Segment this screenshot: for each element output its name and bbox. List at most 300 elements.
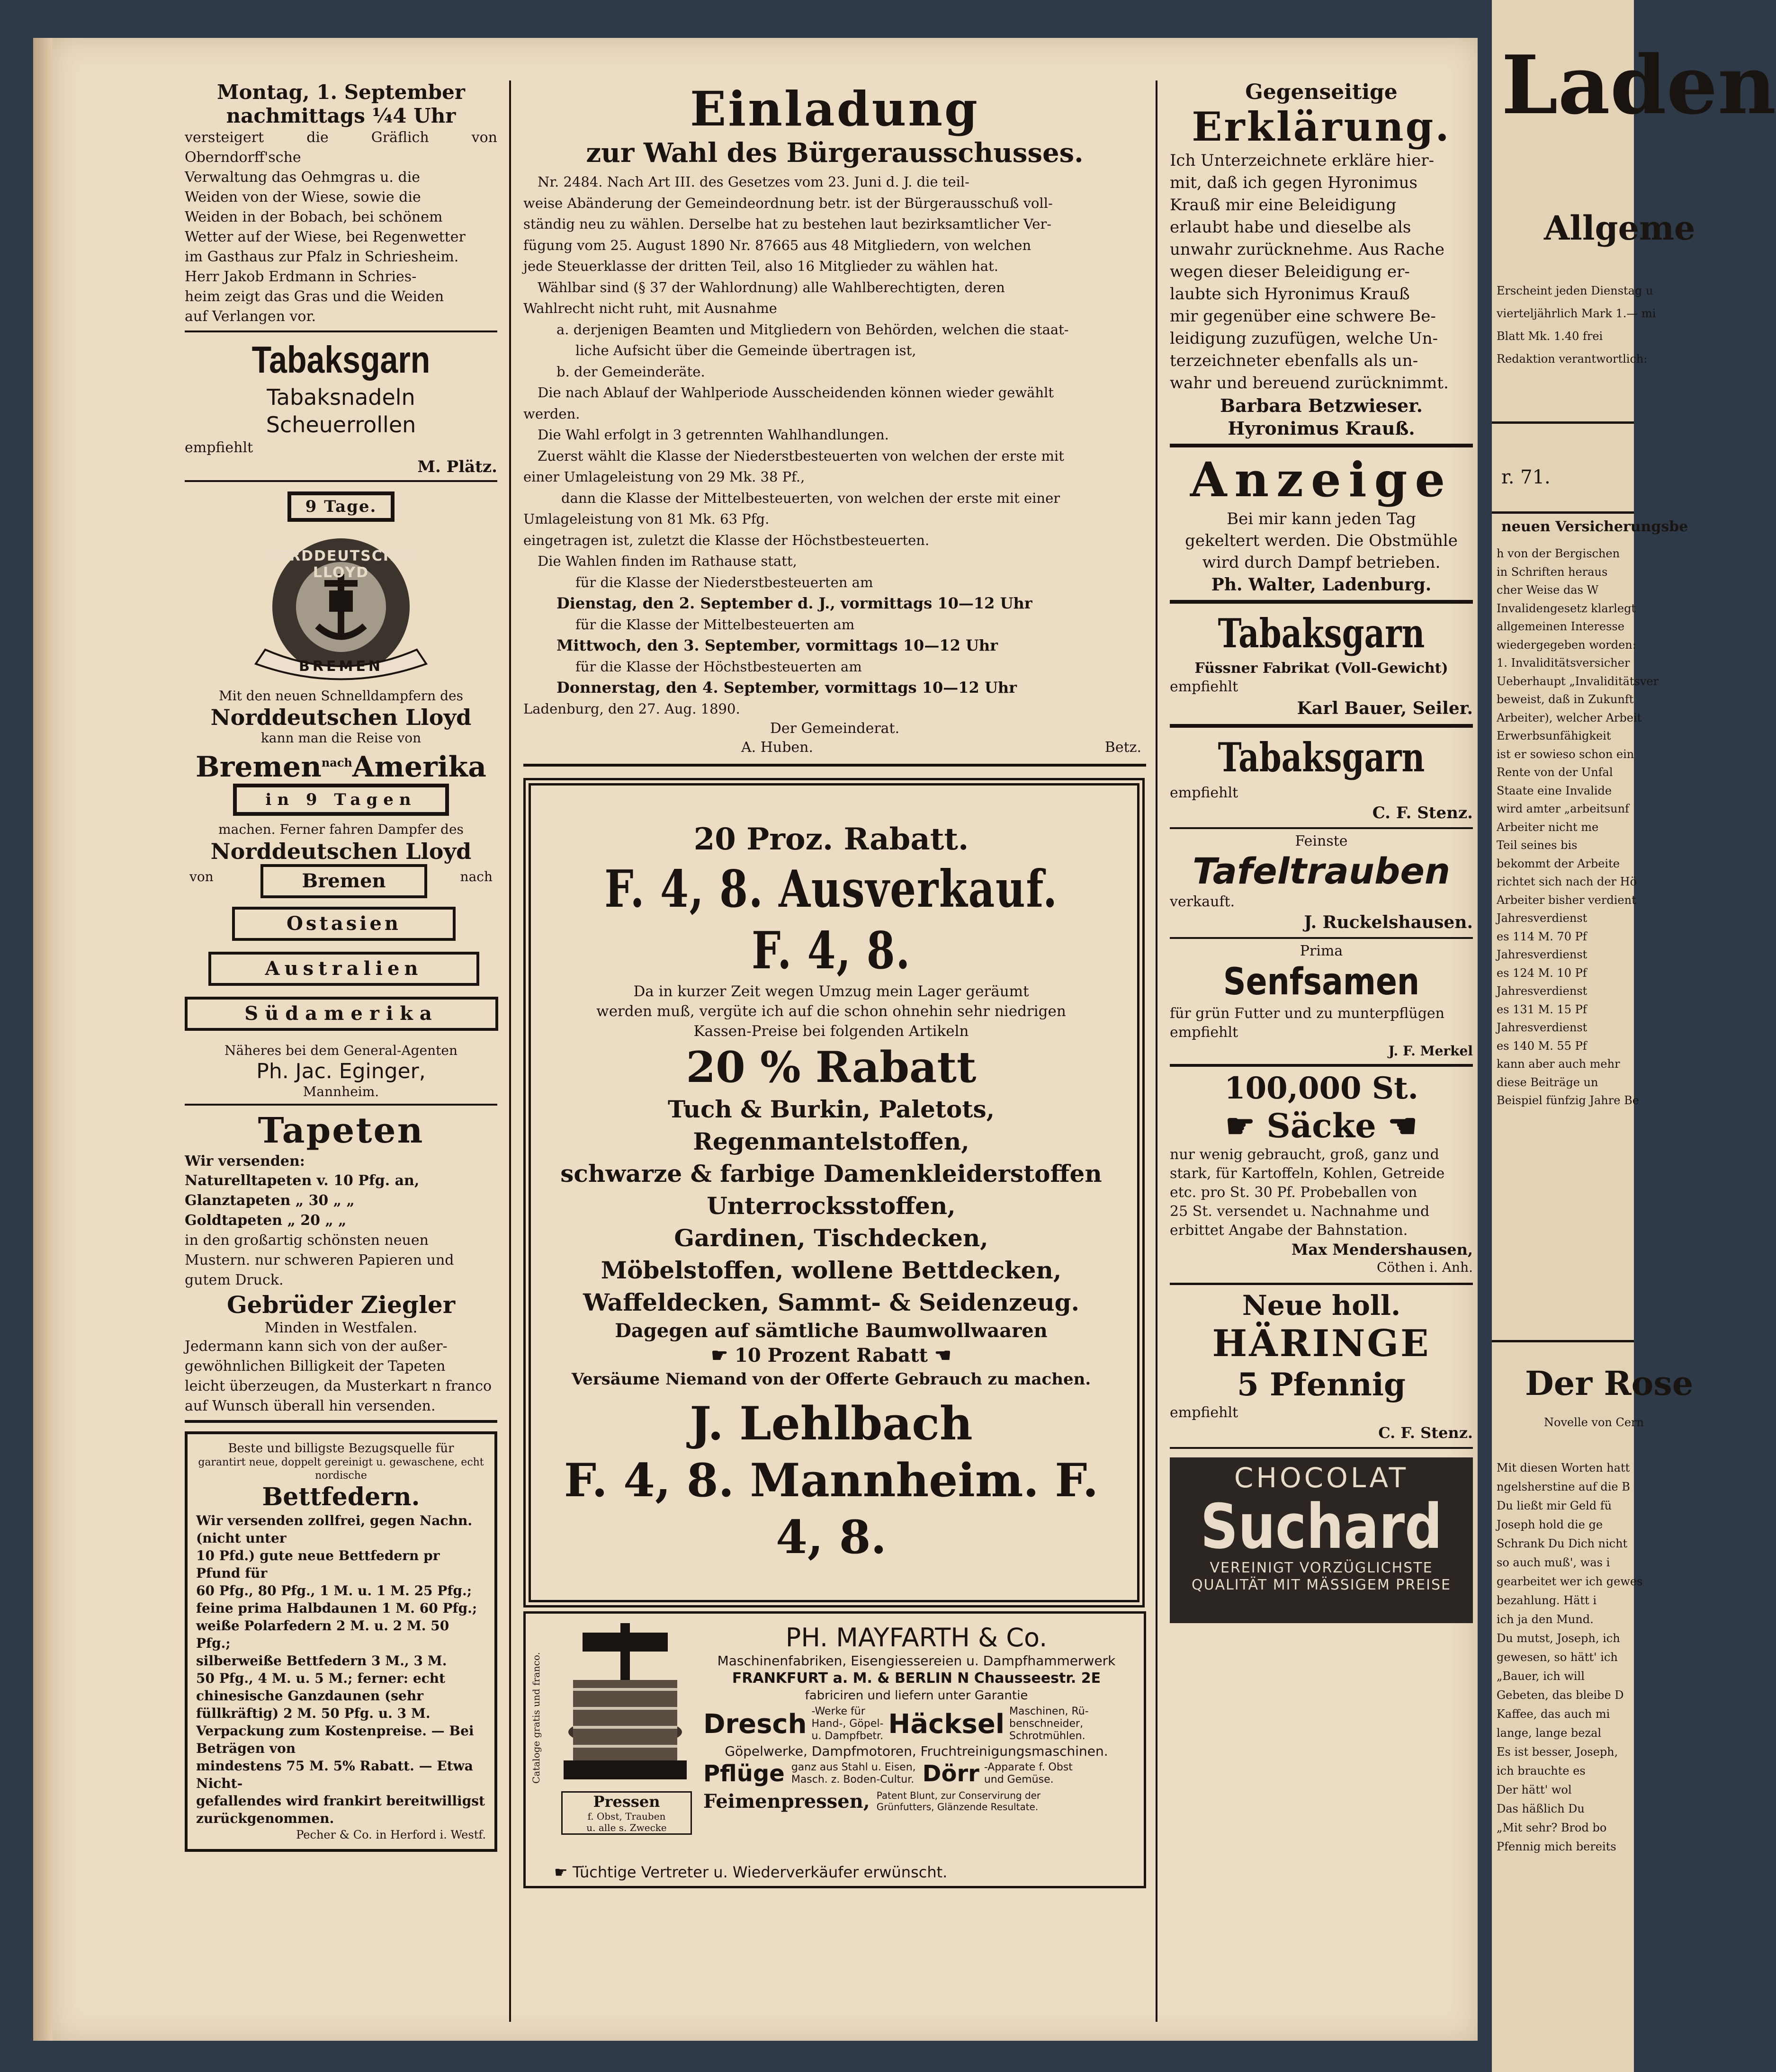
- text-line: gearbeitet wer ich gewes: [1497, 1575, 1643, 1588]
- rabatt-ad: [523, 778, 1146, 1602]
- divider: [1170, 1283, 1473, 1285]
- mayfarth-row2: [703, 1760, 1130, 1787]
- mayfarth-agents-text: Tüchtige Vertreter u. Wiederverkäufer erwünscht.: [572, 1863, 948, 1881]
- doerr-desc1: und Gemüse.: [984, 1774, 1054, 1786]
- dest-bremen: Bremen: [260, 864, 427, 898]
- text-line: im Gasthaus zur Pfalz in Schriesheim.: [185, 249, 459, 265]
- haering-price: 5 Pfennig: [1237, 1366, 1406, 1403]
- text-line: Schrank Du Dich nicht: [1497, 1537, 1628, 1550]
- text-line: Es ist besser, Joseph,: [1497, 1745, 1618, 1759]
- feimen-label: Feimenpressen,: [703, 1790, 870, 1813]
- lloyd-von: von: [189, 869, 214, 884]
- pointing-hand-icon: ☚: [928, 1344, 951, 1366]
- text-line: Mit diesen Worten hatt: [1497, 1461, 1630, 1474]
- text-line: laubte sich Hyronimus Krauß: [1170, 285, 1410, 304]
- fabric-item: schwarze & farbige Damenkleiderstoffen: [560, 1160, 1102, 1188]
- einladung-signer: A. Huben.: [741, 739, 814, 756]
- auction-time: nachmittags ¼4 Uhr: [226, 104, 456, 127]
- erkl-title: Erklärung.: [1192, 103, 1451, 150]
- lloyd-route-from: Bremen: [196, 750, 322, 784]
- lloyd-seal: [237, 531, 445, 688]
- text-line: werden muß, vergüte ich auf die schon ohnehin sehr niedrigen: [596, 1003, 1066, 1020]
- text-line: terzeichneter ebenfalls als un-: [1170, 351, 1418, 370]
- tapeten-body2: [185, 1337, 497, 1416]
- divider: [523, 764, 1146, 767]
- text-line: Staate eine Invalide: [1497, 784, 1612, 797]
- text-line: Die nach Ablauf der Wahlperiode Ausscheidenden können wieder gewählt: [538, 384, 1054, 401]
- einladung-signer2: Betz.: [1104, 739, 1141, 756]
- next-sub: Allgeme: [1544, 208, 1695, 248]
- rabatt-cotton: Dagegen auf sämtliche Baumwollwaaren: [615, 1320, 1048, 1342]
- lloyd-route: [185, 746, 497, 784]
- price-row: Goldtapeten „ 20 „ „: [185, 1212, 347, 1229]
- text-line: a. derjenigen Beamten und Mitgliedern von Behörden, welchen die staat-: [556, 321, 1069, 338]
- rabatt-percent: 20 % Rabatt: [686, 1042, 977, 1092]
- fabric-item: Gardinen, Tischdecken,: [674, 1224, 988, 1252]
- pointing-hand-icon: ☛: [1225, 1106, 1267, 1145]
- saecke-title-text: Säcke: [1266, 1106, 1376, 1145]
- price-row: Glanztapeten „ 30 „ „: [185, 1192, 355, 1209]
- text-line: Rente von der Unfal: [1497, 766, 1613, 779]
- senf-rec: empfiehlt: [1170, 1024, 1238, 1041]
- pointing-hand-icon: ☛: [711, 1344, 735, 1366]
- text-line: gutem Druck.: [185, 1272, 284, 1288]
- text-line: Teil seines bis: [1497, 839, 1578, 852]
- haering-name: C. F. Stenz.: [1378, 1424, 1473, 1442]
- text-line: für die Klasse der Mittelbesteuerten am: [575, 616, 855, 633]
- text-line: Donnerstag, den 4. September, vormittags 10—12 Uhr: [556, 679, 1017, 697]
- text-line: nur wenig gebraucht, groß, ganz und: [1170, 1146, 1439, 1163]
- text-line: Verpackung zum Kostenpreise. — Bei Beträgen von: [196, 1723, 474, 1756]
- rabatt-firm: J. Lehlbach: [690, 1397, 973, 1450]
- tabak-seller: M. Plätz.: [417, 457, 497, 476]
- saecke-city: Cöthen i. Anh.: [1376, 1259, 1473, 1275]
- tapeten-prices: [185, 1171, 497, 1231]
- lloyd-route-to: Amerika: [352, 750, 486, 784]
- text-line: fügung vom 25. August 1890 Nr. 87665 aus 48 Mitgliedern, von welchen: [523, 237, 1032, 253]
- suchard-line3: VEREINIGT VORZÜGLICHSTE: [1210, 1560, 1433, 1576]
- pfluege-desc1: Masch. z. Boden-Cultur.: [791, 1774, 915, 1786]
- next-sub3: Novelle von Cern: [1544, 1416, 1644, 1429]
- tabak-recommend: empfiehlt: [185, 439, 253, 456]
- erkl-pre: Gegenseitige: [1245, 80, 1398, 104]
- divider: [1170, 724, 1473, 728]
- text-line: Ueberhaupt „Invaliditätsver: [1497, 674, 1659, 688]
- text-line: Gebeten, das bleibe D: [1497, 1688, 1624, 1702]
- text-line: auf Verlangen vor.: [185, 308, 316, 325]
- senf-pre: Prima: [1300, 943, 1343, 959]
- divider: [1170, 600, 1473, 604]
- next-masthead: Laden: [1501, 38, 1776, 133]
- pfluege-desc: [791, 1761, 916, 1786]
- text-line: gewesen, so hätt' ich: [1497, 1651, 1618, 1664]
- einladung-sign: [523, 738, 1146, 757]
- trauben-name: J. Ruckelshausen.: [1304, 912, 1473, 932]
- mayfarth-title: PH. MAYFARTH & Co.: [785, 1623, 1048, 1652]
- rabatt-miss: Versäume Niemand von der Offerte Gebrauch zu machen.: [571, 1370, 1091, 1389]
- dresch-desc1: Hand-, Göpel-: [811, 1718, 884, 1730]
- text-line: Jahresverdienst: [1497, 1021, 1588, 1034]
- lloyd-nach: nach: [460, 869, 493, 884]
- fabric-item: Unterrocksstoffen,: [707, 1192, 956, 1220]
- text-line: Redaktion verantwortlich:: [1497, 352, 1648, 366]
- divider: [1170, 1447, 1473, 1449]
- lloyd-more: Näheres bei dem General-Agenten: [224, 1043, 457, 1058]
- tabak-needles: Tabaksnadeln: [267, 384, 415, 410]
- text-line: Bei mir kann jeden Tag: [1227, 509, 1416, 528]
- text-line: Zuerst wählt die Klasse der Niederstbesteuerten von welchen der erste mit: [538, 447, 1064, 464]
- text-line: wird amter „arbeitsunf: [1497, 802, 1629, 815]
- text-line: Invalidengesetz klarlegt: [1497, 601, 1636, 615]
- trauben-title: Tafeltrauben: [1192, 850, 1451, 892]
- text-line: Jahresverdienst: [1497, 984, 1588, 998]
- senf-name: J. F. Merkel: [1388, 1043, 1473, 1059]
- next-number: r. 71.: [1501, 466, 1551, 488]
- text-line: auf Wunsch überall hin versenden.: [185, 1398, 436, 1414]
- text-line: etc. pro St. 30 Pf. Probeballen von: [1170, 1184, 1417, 1201]
- pointing-hand-icon: ☚: [1376, 1106, 1417, 1145]
- text-line: dann die Klasse der Mittelbesteuerten, von welchen der erste mit einer: [561, 490, 1060, 506]
- dest-australien: Australien: [208, 952, 479, 986]
- text-line: 60 Pfg., 80 Pfg., 1 M. u. 1 M. 25 Pfg.;: [196, 1583, 472, 1599]
- bettfedern-ad: [185, 1431, 497, 1852]
- text-line: bezahlung. Hätt i: [1497, 1594, 1597, 1607]
- anzeige-title: Anzeige: [1190, 452, 1453, 508]
- text-line: Die Wahl erfolgt in 3 getrennten Wahlhandlungen.: [538, 427, 889, 443]
- text-line: bekommt der Arbeite: [1497, 857, 1620, 870]
- lloyd-line3: kann man die Reise von: [260, 730, 422, 746]
- text-line: Wählbar sind (§ 37 der Wahlordnung) alle Wahlberechtigten, deren: [538, 279, 1005, 295]
- tapeten-title: Tapeten: [258, 1110, 424, 1151]
- text-line: leidigung zuzufügen, welche Un-: [1170, 329, 1438, 348]
- mayfarth-row1: [703, 1706, 1130, 1742]
- pfluege-label: Pflüge: [703, 1760, 785, 1787]
- divider: [185, 480, 497, 482]
- text-line: kann aber auch mehr: [1497, 1057, 1620, 1071]
- text-line: b. der Gemeinderäte.: [556, 363, 705, 380]
- dest-suedamerika: Südamerika: [185, 997, 498, 1031]
- suchard-line4: QUALITÄT MIT MÄSSIGEM PREISE: [1192, 1577, 1451, 1593]
- text-line: ständig neu zu wählen. Derselbe hat zu bestehen laut bezirksamtlicher Ver-: [523, 216, 1052, 232]
- divider: [185, 1420, 497, 1423]
- text-line: Jahresverdienst: [1497, 948, 1588, 961]
- text-line: „Bauer, ich will: [1497, 1670, 1585, 1683]
- next-head2: neuen Versicherungsbe: [1501, 518, 1688, 535]
- text-line: Krauß mir eine Beleidigung: [1170, 196, 1397, 214]
- middle-column: [523, 80, 1146, 1888]
- dresch-desc2: u. Dampfbetr.: [811, 1730, 884, 1742]
- text-line: weise Abänderung der Gemeindeordnung betr. ist der Bürgerausschuß voll-: [523, 195, 1053, 211]
- text-line: mir gegenüber eine schwere Be-: [1170, 307, 1436, 326]
- tab1-desc: Füssner Fabrikat (Voll-Gewicht): [1194, 660, 1448, 677]
- dresch-label: Dresch: [703, 1708, 807, 1740]
- mayfarth-fab: fabriciren und liefern unter Garantie: [805, 1688, 1028, 1703]
- suchard-chocolat: CHOCOLAT: [1234, 1462, 1409, 1494]
- haecksel-desc2: Schrotmühlen.: [1009, 1730, 1085, 1742]
- text-line: Jahresverdienst: [1497, 911, 1588, 925]
- tab1-title: Tabaksgarn: [1218, 610, 1425, 657]
- right-column: [1170, 80, 1473, 1623]
- text-line: gewöhnlichen Billigkeit der Tapeten: [185, 1358, 446, 1375]
- feimen-desc0: Patent Blunt, zur Conservirung der: [876, 1790, 1041, 1801]
- text-line: richtet sich nach der Hö: [1497, 875, 1637, 888]
- text-line: Du ließt mir Geld fü: [1497, 1499, 1612, 1512]
- suchard-ad: [1170, 1457, 1473, 1623]
- text-line: Umlageleistung von 81 Mk. 63 Pfg.: [523, 511, 770, 527]
- text-line: Wir versenden zollfrei, gegen Nachn. (nicht unter: [196, 1513, 473, 1546]
- press-machine-icon: [554, 1623, 696, 1789]
- lloyd-destinations: [185, 864, 497, 1035]
- mayfarth-text: [703, 1623, 1130, 1813]
- text-line: gekeltert werden. Die Obstmühle: [1185, 531, 1458, 550]
- tapeten-body: [185, 1231, 497, 1290]
- text-line: Pfennig mich bereits: [1497, 1840, 1616, 1853]
- text-line: „Mit sehr? Brod bo: [1497, 1821, 1607, 1834]
- divider: [1170, 937, 1473, 939]
- rabatt-body: [542, 982, 1120, 1041]
- pointing-hand-icon: ☛: [554, 1863, 573, 1881]
- haering-pre: Neue holl.: [1242, 1289, 1401, 1322]
- text-line: 10 Pfd.) gute neue Bettfedern pr Pfund für: [196, 1548, 440, 1581]
- text-line: 1. Invaliditätsversicher: [1497, 656, 1630, 670]
- rabatt-address: F. 4, 8. Mannheim. F. 4, 8.: [564, 1454, 1099, 1564]
- text-line: Arbeiter nicht me: [1497, 820, 1599, 834]
- text-line: Ladenburg, den 27. Aug. 1890.: [523, 700, 740, 717]
- einladung-council: Der Gemeinderat.: [770, 720, 900, 737]
- text-line: so auch muß', was i: [1497, 1556, 1610, 1569]
- text-line: Der hätt' wol: [1497, 1783, 1572, 1796]
- bett-title: Bettfedern.: [262, 1483, 420, 1511]
- haecksel-label: Häcksel: [888, 1708, 1005, 1740]
- lloyd-line5: Norddeutschen Lloyd: [210, 839, 472, 864]
- lloyd-route-nach: nach: [321, 756, 352, 769]
- text-line: beweist, daß in Zukunft: [1497, 693, 1634, 706]
- pressen-title: Pressen: [593, 1793, 660, 1811]
- suchard-brand: Suchard: [1200, 1491, 1443, 1563]
- text-line: ich brauchte es: [1497, 1764, 1586, 1777]
- text-line: einer Umlageleistung von 29 Mk. 38 Pf.,: [523, 469, 805, 485]
- saecke-count: 100,000 St.: [1224, 1071, 1418, 1106]
- senf-body: für grün Futter und zu munterpflügen: [1170, 1005, 1445, 1022]
- tab2-rec: empfiehlt: [1170, 785, 1238, 801]
- trauben-sale: verkauft.: [1170, 893, 1235, 910]
- text-line: Erscheint jeden Dienstag u: [1497, 284, 1653, 297]
- text-line: Jedermann kann sich von der außer-: [185, 1338, 448, 1355]
- haering-title: HÄRINGE: [1212, 1322, 1431, 1365]
- text-line: wegen dieser Beleidigung er-: [1170, 262, 1410, 281]
- auction-body: [185, 128, 497, 327]
- doerr-desc: [984, 1761, 1073, 1786]
- rabatt-cotton2-text: 10 Prozent Rabatt: [735, 1344, 928, 1366]
- text-line: Arbeiter), welcher Arbeit: [1497, 711, 1642, 724]
- text-line: Erwerbsunfähigkeit: [1497, 729, 1611, 742]
- text-line: wird durch Dampf betrieben.: [1202, 553, 1441, 572]
- next-rule: [1492, 511, 1634, 514]
- fabric-item: Tuch & Burkin, Paletots, Regenmantelstoffen,: [667, 1095, 995, 1155]
- text-line: füllkräftig) 2 M. 50 Pfg. u. 3 M.: [196, 1706, 431, 1721]
- mayfarth-side: Cataloge gratis und franco.: [530, 1652, 542, 1784]
- text-line: h von der Bergischen: [1497, 547, 1620, 560]
- text-line: 25 St. versendet u. Nachnahme und: [1170, 1203, 1430, 1220]
- text-line: Nr. 2484. Nach Art III. des Gesetzes vom 23. Juni d. J. die teil-: [538, 174, 969, 190]
- text-line: Herr Jakob Erdmann in Schries-: [185, 268, 417, 285]
- mayfarth-addr: FRANKFURT a. M. & BERLIN N Chausseestr. 2E: [732, 1670, 1101, 1687]
- divider: [1170, 444, 1473, 447]
- haering-rec: empfiehlt: [1170, 1404, 1238, 1421]
- column-rule-right: [1156, 80, 1157, 2022]
- text-line: es 114 M. 70 Pf: [1497, 929, 1587, 943]
- text-line: erlaubt habe und dieselbe als: [1170, 218, 1411, 237]
- auction-date: Montag, 1. September: [217, 80, 465, 104]
- dresch-desc: [811, 1706, 883, 1742]
- text-line: diese Beiträge un: [1497, 1075, 1598, 1089]
- text-line: werden.: [523, 405, 580, 422]
- text-line: Du mutst, Joseph, ich: [1497, 1632, 1620, 1645]
- lloyd-route-days: in 9 Tagen: [233, 784, 448, 816]
- text-line: Mustern. nur schweren Papieren und: [185, 1252, 454, 1268]
- mayfarth-line1: Göpelwerke, Dampfmotoren, Fruchtreinigungsmaschinen.: [725, 1743, 1108, 1759]
- mayfarth-row3: [703, 1790, 1130, 1813]
- text-line: Wahlrecht nicht ruht, mit Ausnahme: [523, 300, 777, 316]
- text-line: Mittwoch, den 3. September, vormittags 10—12 Uhr: [556, 636, 998, 654]
- feimen-desc: [877, 1790, 1040, 1813]
- einladung-title: Einladung: [690, 81, 979, 137]
- text-line: jede Steuerklasse der dritten Teil, also 16 Mitglieder zu wählen hat.: [523, 258, 998, 274]
- pressen-box: [561, 1791, 692, 1835]
- lloyd-line4: machen. Ferner fahren Dampfer des: [218, 822, 464, 837]
- haecksel-desc1: benschneider,: [1009, 1718, 1084, 1730]
- text-line: 50 Pfg., 4 M. u. 5 M.; ferner: echt chinesische Ganzdaunen (sehr: [196, 1670, 446, 1704]
- pressen-sub0: f. Obst, Trauben: [587, 1811, 666, 1822]
- text-line: gefallendes wird frankirt bereitwilligst: [196, 1793, 485, 1809]
- saecke-body: [1170, 1145, 1473, 1240]
- page-edge: [33, 38, 52, 2041]
- lloyd-line2: Norddeutschen Lloyd: [210, 705, 472, 730]
- tab1-name: Karl Bauer, Seiler.: [1297, 698, 1473, 718]
- fabric-item: Möbelstoffen, wollene Bettdecken,: [601, 1256, 1062, 1284]
- lloyd-line1: Mit den neuen Schnelldampfern des: [219, 688, 463, 704]
- text-line: wahr und bereuend zurücknimmt.: [1170, 374, 1449, 393]
- text-line: vierteljährlich Mark 1.— mi: [1497, 307, 1656, 320]
- bett-line1: Beste und billigste Bezugsquelle für: [228, 1441, 454, 1456]
- text-line: Weiden von der Wiese, sowie die: [185, 189, 421, 205]
- text-line: silberweiße Bettfedern 3 M., 3 M.: [196, 1653, 447, 1669]
- erkl-sign1: Barbara Betzwieser.: [1220, 395, 1423, 416]
- text-line: wiedergegeben worden:: [1497, 638, 1636, 652]
- divider: [1170, 1064, 1473, 1067]
- text-line: eingetragen ist, zuletzt die Klasse der Höchstbesteuerten.: [523, 532, 930, 548]
- divider: [1170, 827, 1473, 829]
- text-line: stark, für Kartoffeln, Kohlen, Getreide: [1170, 1165, 1445, 1182]
- lloyd-seal-city: BREMEN: [299, 658, 383, 675]
- tabak-rolls: Scheuerrollen: [266, 412, 416, 438]
- doerr-desc0: -Apparate f. Obst: [984, 1761, 1073, 1773]
- mayfarth-agents: [554, 1863, 1122, 1881]
- text-line: cher Weise das W: [1497, 583, 1599, 597]
- pressen-sub1: u. alle s. Zwecke: [586, 1822, 667, 1833]
- text-line: Joseph hold die ge: [1497, 1518, 1603, 1531]
- senf-title: Senfsamen: [1223, 961, 1420, 1003]
- text-line: Die Wahlen finden im Rathause statt,: [538, 553, 797, 569]
- rabatt-headline: 20 Proz. Rabatt.: [693, 822, 969, 857]
- text-line: lange, lange bezal: [1497, 1726, 1602, 1740]
- bett-line2: garantirt neue, doppelt gereinigt u. gewaschene, echt: [198, 1456, 484, 1468]
- text-line: für die Klasse der Höchstbesteuerten am: [575, 658, 862, 675]
- text-line: in den großartig schönsten neuen: [185, 1232, 429, 1249]
- haecksel-desc0: Maschinen, Rü-: [1009, 1706, 1089, 1717]
- text-line: liche Aufsicht über die Gemeinde übertragen ist,: [575, 342, 916, 358]
- next-rule: [1492, 1340, 1634, 1342]
- text-line: Kaffee, das auch mi: [1497, 1707, 1610, 1721]
- text-line: weiße Polarfedern 2 M. u. 2 M. 50 Pfg.;: [196, 1618, 449, 1651]
- text-line: Verwaltung das Oehmgras u. die: [185, 169, 421, 186]
- bett-body: [196, 1512, 486, 1827]
- text-line: feine prima Halbdaunen 1 M. 60 Pfg.;: [196, 1600, 477, 1616]
- text-line: versteigert die Gräflich von Oberndorff'sche: [185, 129, 497, 166]
- text-line: heim zeigt das Gras und die Weiden: [185, 288, 444, 305]
- feimen-desc1: Grünfutters, Glänzende Resultate.: [876, 1801, 1039, 1813]
- trauben-pre: Feinste: [1295, 833, 1348, 849]
- text-line: erbittet Angabe der Bahnstation.: [1170, 1222, 1408, 1239]
- doerr-label: Dörr: [922, 1760, 979, 1787]
- text-line: Dienstag, den 2. September d. J., vormittags 10—12 Uhr: [556, 594, 1032, 612]
- text-line: Wetter auf der Wiese, bei Regenwetter: [185, 229, 466, 245]
- text-line: ist er sowieso schon ein: [1497, 747, 1634, 761]
- mayfarth-sub: Maschinenfabriken, Eisengiessereien u. Dampfhammerwerk: [717, 1653, 1116, 1669]
- text-line: ngelsherstine auf die B: [1497, 1480, 1630, 1493]
- text-line: Arbeiter bisher verdient: [1497, 893, 1636, 907]
- text-line: Kassen-Preise bei folgenden Artikeln: [693, 1023, 969, 1040]
- saecke-title: [1170, 1107, 1473, 1145]
- rabatt-ausverkauf: F. 4, 8. Ausverkauf. F. 4, 8.: [604, 859, 1058, 981]
- text-line: es 124 M. 10 Pf: [1497, 966, 1587, 980]
- rabatt-cotton2: [542, 1343, 1120, 1368]
- text-line: unwahr zurücknehme. Aus Rache: [1170, 240, 1445, 259]
- text-line: zurückgenommen.: [196, 1811, 334, 1826]
- bett-firm: Pecher & Co. in Herford i. Westf.: [296, 1828, 486, 1841]
- next-info: [1497, 279, 1656, 370]
- next-body: [1497, 545, 1659, 1110]
- einladung-sub: zur Wahl des Bürgerausschusses.: [586, 137, 1084, 169]
- lloyd-seal-text: NORDDEUTSCHER LLOYD: [263, 548, 419, 581]
- rabatt-items: [542, 1093, 1120, 1319]
- text-line: Das häßlich Du: [1497, 1802, 1585, 1815]
- text-line: Weiden in der Bobach, bei schönem: [185, 209, 443, 225]
- lloyd-agent: Ph. Jac. Eginger,: [256, 1059, 426, 1083]
- price-row: Naturelltapeten v. 10 Pfg. an,: [185, 1172, 420, 1189]
- text-line: es 131 M. 15 Pf: [1497, 1002, 1587, 1016]
- text-line: mindestens 75 M. 5% Rabatt. — Etwa Nicht-: [196, 1758, 473, 1791]
- saecke-name: Max Mendershausen,: [1291, 1241, 1473, 1259]
- text-line: Beispiel fünfzig Jahre Be: [1497, 1094, 1639, 1107]
- next-body3: [1497, 1458, 1643, 1856]
- column-rule-left: [509, 80, 511, 2022]
- anzeige-body: [1170, 508, 1473, 573]
- divider: [185, 1104, 497, 1106]
- text-line: ich ja den Mund.: [1497, 1613, 1594, 1626]
- next-head3: Der Rose: [1525, 1364, 1694, 1403]
- left-column: [185, 80, 497, 1852]
- tab2-name: C. F. Stenz.: [1372, 804, 1473, 822]
- einladung-body: [523, 171, 1146, 719]
- text-line: mit, daß ich gegen Hyronimus: [1170, 173, 1417, 192]
- next-page-edge: [1492, 0, 1776, 2072]
- text-line: in Schriften heraus: [1497, 565, 1608, 579]
- text-line: Blatt Mk. 1.40 frei: [1497, 330, 1603, 343]
- tapeten-firm: Gebrüder Ziegler: [226, 1291, 456, 1319]
- mayfarth-ad: [523, 1611, 1146, 1888]
- tapeten-send: Wir versenden:: [185, 1153, 305, 1170]
